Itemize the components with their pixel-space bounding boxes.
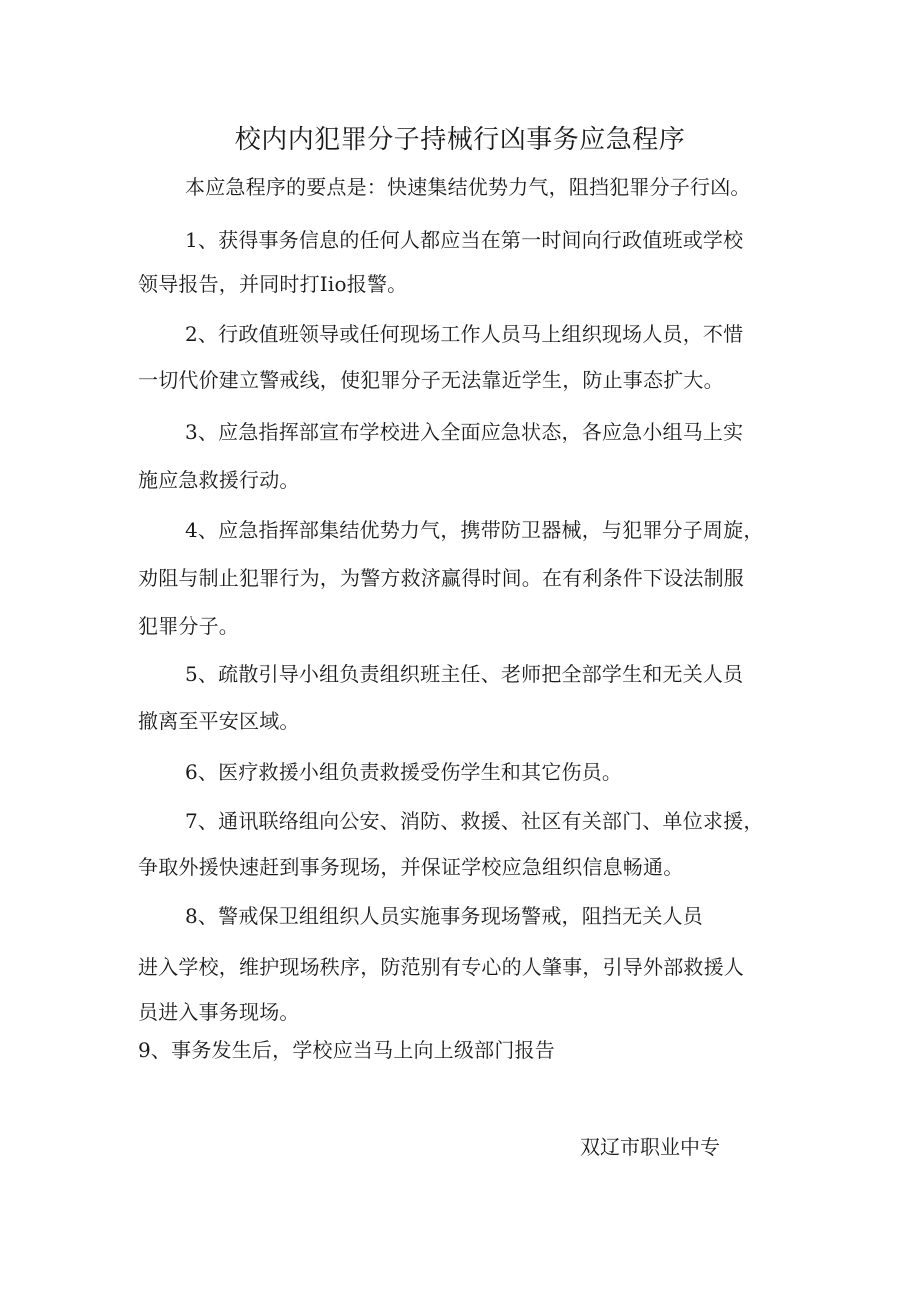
item-8-line-3: 员进入事务现场。 bbox=[138, 1000, 300, 1024]
item-8-line-1: 8、警戒保卫组组织人员实施事务现场警戒，阻挡无关人员 bbox=[185, 904, 703, 928]
item-3-line-2: 施应急救援行动。 bbox=[138, 468, 300, 492]
item-2-line-1: 2、行政值班领导或任何现场工作人员马上组织现场人员，不惜 bbox=[185, 322, 744, 346]
item-5-line-2: 撤离至平安区域。 bbox=[138, 709, 300, 733]
item-6-line-1: 6、医疗救援小组负责救援受伤学生和其它伤员。 bbox=[185, 760, 623, 784]
item-4-line-2: 劝阻与制止犯罪行为，为警方救济赢得时间。在有利条件下设法制服 bbox=[138, 566, 744, 590]
item-4-line-3: 犯罪分子。 bbox=[138, 614, 239, 638]
item-1-line-2: 领导报告，并同时打Iio报警。 bbox=[138, 272, 408, 296]
item-4-line-1: 4、应急指挥部集结优势力气，携带防卫器械，与犯罪分子周旋， bbox=[185, 518, 764, 542]
organization-name: 双辽市职业中专 bbox=[580, 1135, 720, 1159]
item-9-line-1: 9、事务发生后，学校应当马上向上级部门报告 bbox=[138, 1038, 555, 1062]
intro-paragraph: 本应急程序的要点是：快速集结优势力气，阻挡犯罪分子行凶。 bbox=[185, 175, 751, 199]
item-7-line-1: 7、通讯联络组向公安、消防、救援、社区有关部门、单位求援， bbox=[185, 809, 764, 833]
item-2-line-2: 一切代价建立警戒线，使犯罪分子无法靠近学生，防止事态扩大。 bbox=[138, 368, 724, 392]
item-5-line-1: 5、疏散引导小组负责组织班主任、老师把全部学生和无关人员 bbox=[185, 662, 744, 686]
item-1-line-1: 1、获得事务信息的任何人都应当在第一时间向行政值班或学校 bbox=[185, 228, 744, 252]
item-7-line-2: 争取外援快速赶到事务现场，并保证学校应急组织信息畅通。 bbox=[138, 855, 684, 879]
item-8-line-2: 进入学校，维护现场秩序，防范别有专心的人肇事，引导外部救援人 bbox=[138, 955, 744, 979]
document-title: 校内内犯罪分子持械行凶事务应急程序 bbox=[234, 125, 686, 155]
item-3-line-1: 3、应急指挥部宣布学校进入全面应急状态，各应急小组马上实 bbox=[185, 420, 744, 444]
